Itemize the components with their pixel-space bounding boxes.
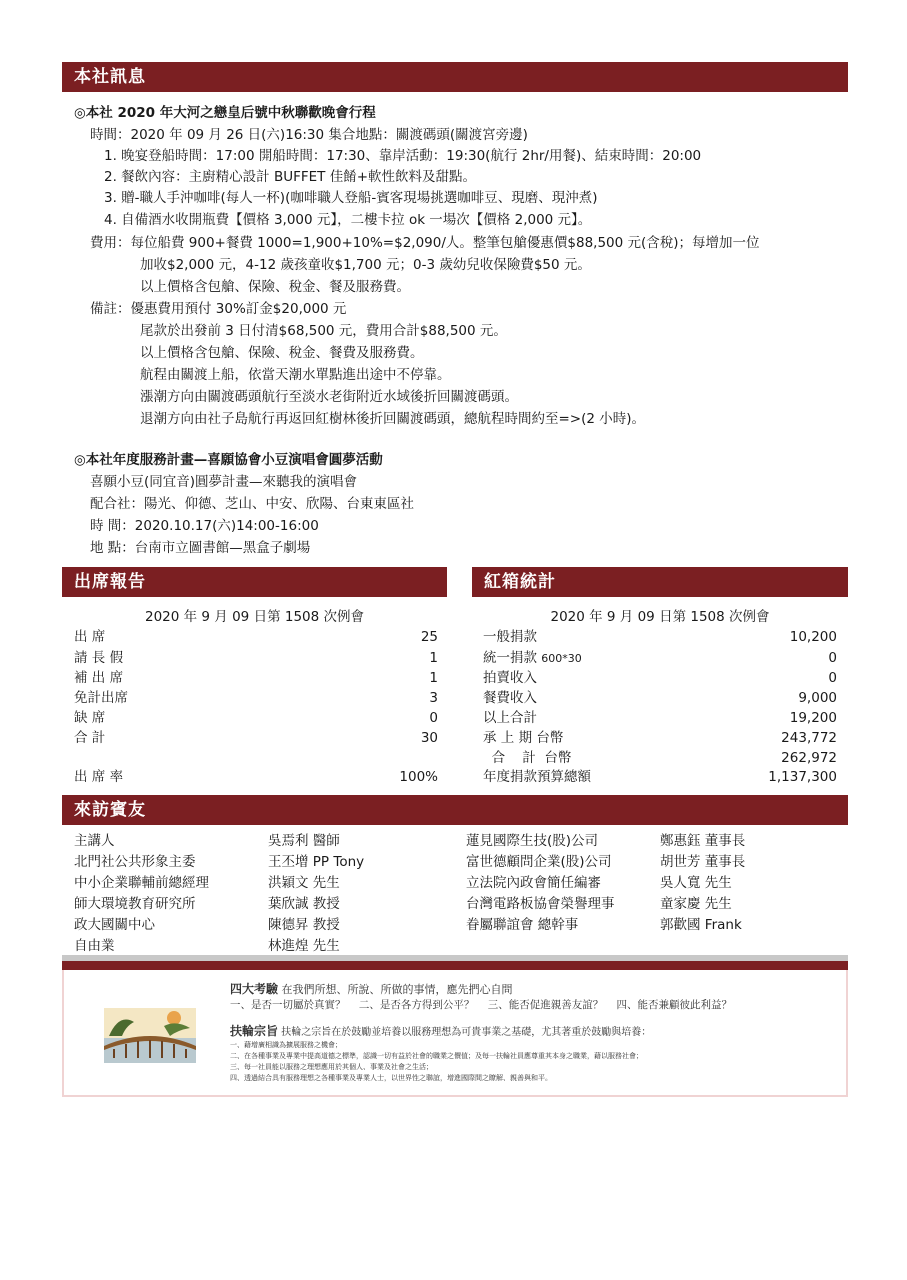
attendance-label: 補 出 席	[74, 670, 124, 686]
attendance-label: 合 計	[74, 730, 106, 746]
attendance-value: 25	[420, 629, 438, 645]
event1-line: 尾款於出發前 3 日付清$68,500 元，費用合計$88,500 元。	[140, 323, 507, 339]
attendance-rate-row	[74, 767, 438, 787]
attendance-value: 30	[420, 730, 438, 746]
event1-line: 費用：每位船費 900+餐費 1000=1,900+10%=$2,090/人。整筆包艙優惠價$88,500 元(含稅)；每增加一位	[90, 235, 760, 251]
donation-value: 10,200	[789, 629, 837, 645]
visitor-org: 自由業	[74, 938, 115, 954]
visitor-name: 鄭惠鈺 董事長	[660, 833, 746, 849]
event1-line: 航程由關渡上船，依當天潮水單點進出途中不停靠。	[140, 367, 451, 383]
rotary-object-title: 扶輪宗旨	[230, 1024, 279, 1038]
attendance-row	[74, 627, 438, 647]
attendance-row	[74, 668, 438, 688]
visitor-name: 王丕增 PP Tony	[268, 854, 365, 870]
donation-row	[483, 728, 837, 748]
attendance-label: 請 長 假	[74, 650, 124, 666]
attendance-label: 缺 席	[74, 710, 106, 726]
event2-title: ◎本社年度服務計畫—喜願協會小豆演唱會圓夢活動	[74, 452, 383, 468]
visitor-name: 洪穎文 先生	[268, 875, 340, 891]
donation-value: 243,772	[781, 730, 837, 746]
visitor-org: 政大國關中心	[74, 917, 155, 933]
rotary-object-intro: 扶輪之宗旨在於鼓勵並培養以服務理想為可貴事業之基礎，尤其著重於鼓勵與培養：	[281, 1027, 652, 1038]
event1-line: 1. 晚宴登船時間：17:00 開船時間：17:30、靠岸活動：19:30(航行 2hr/用餐)、結束時間：20:00	[104, 148, 702, 164]
attendance-subtitle: 2020 年 9 月 09 日第 1508 次例會	[144, 609, 365, 625]
event2-line: 時 間：2020.10.17(六)14:00-16:00	[90, 518, 319, 534]
donation-row	[483, 668, 837, 688]
visitor-name: 童家慶 先生	[660, 896, 732, 912]
event1-line: 備註：優惠費用預付 30%訂金$20,000 元	[90, 301, 347, 317]
donation-row	[483, 748, 837, 768]
rotary-object	[230, 1022, 651, 1039]
visitor-name: 吳焉利 醫師	[268, 833, 340, 849]
event1-line: 3. 贈-職人手沖咖啡(每人一杯)(咖啡職人登船-賓客現場挑選咖啡豆、現磨、現沖煮)	[104, 190, 598, 206]
donation-row	[483, 688, 837, 708]
donation-label: 以上合計	[483, 710, 537, 726]
visitor-org: 北門社公共形象主委	[74, 854, 196, 870]
attendance-section-title: 出席報告	[74, 572, 146, 592]
donations-section-title: 紅箱統計	[484, 572, 556, 592]
attendance-rate-value: 100%	[399, 769, 438, 785]
donation-value: 262,972	[781, 750, 837, 766]
donation-value: 0	[828, 650, 837, 666]
donation-label: 年度捐款預算總額	[483, 769, 591, 785]
attendance-rate-label: 出 席 率	[74, 769, 124, 785]
news-section-title: 本社訊息	[74, 67, 146, 87]
attendance-row	[74, 708, 438, 728]
donation-label: 一般捐款	[483, 629, 537, 645]
attendance-value: 3	[429, 690, 438, 706]
event1-line: 4. 自備酒水收開瓶費【價格 3,000 元】，二樓卡拉 ok 一場次【價格 2,000 元】。	[104, 212, 592, 228]
visitors-section-title: 來訪賓友	[74, 800, 146, 820]
attendance-label: 出 席	[74, 629, 106, 645]
four-way-test-intro: 在我們所想、所說、所做的事情，應先捫心自問	[281, 983, 513, 996]
attendance-value: 0	[429, 710, 438, 726]
event1-line: 以上價格含包艙、保險、稅金、餐費及服務費。	[140, 345, 424, 361]
visitor-org: 台灣電路板協會榮譽理事	[466, 896, 615, 912]
attendance-row	[74, 688, 438, 708]
rotary-object-item: 三、每一社員能以服務之理想應用於其個人、事業及社會之生活；	[230, 1063, 433, 1071]
rotary-object-item: 一、藉增廣相識為擴展服務之機會；	[230, 1041, 342, 1049]
event1-line: 時間：2020 年 09 月 26 日(六)16:30 集合地點：關渡碼頭(關渡宮旁邊)	[90, 127, 528, 143]
event1-line: 加收$2,000 元，4-12 歲孩童收$1,700 元；0-3 歲幼兒收保險費$50 元。	[140, 257, 591, 273]
visitor-org: 中小企業聯輔前總經理	[74, 875, 209, 891]
event1-line: 2. 餐飲內容：主廚精心設計 BUFFET 佳餚+軟性飲料及甜點。	[104, 169, 477, 185]
visitors-section-header	[62, 795, 848, 825]
donation-label: 餐費收入	[483, 690, 537, 706]
donations-section-header	[472, 567, 848, 597]
donations-subtitle: 2020 年 9 月 09 日第 1508 次例會	[550, 609, 770, 625]
event1-line: 以上價格含包艙、保險、稅金、餐及服務費。	[140, 279, 410, 295]
attendance-row	[74, 728, 438, 748]
visitor-name: 胡世芳 董事長	[660, 854, 746, 870]
visitor-org: 立法院內政會簡任編審	[466, 875, 601, 891]
donation-label: 拍賣收入	[483, 670, 537, 686]
rotary-object-item: 二、在各種事業及專業中提高道德之標準，認識一切有益於社會的職業之價值；及每一扶輪社員應尊重其本身之職業，藉以服務社會；	[230, 1052, 643, 1060]
donation-value: 9,000	[798, 690, 837, 706]
visitor-org: 富世德顧問企業(股)公司	[466, 854, 612, 870]
visitor-org: 主講人	[74, 833, 115, 849]
event2-line: 配合社：陽光、仰德、芝山、中安、欣陽、台東東區社	[90, 496, 414, 512]
attendance-label: 免計出席	[74, 690, 128, 706]
event2-line: 喜願小豆(同宜音)圓夢計畫—來聽我的演唱會	[90, 474, 358, 490]
visitor-name: 吳人寬 先生	[660, 875, 732, 891]
rotary-illustration-icon	[104, 1008, 196, 1063]
donation-row	[483, 767, 837, 787]
attendance-value: 1	[429, 650, 438, 666]
donation-value: 1,137,300	[768, 769, 837, 785]
donation-row	[483, 648, 837, 668]
visitor-name: 葉欣誠 教授	[268, 896, 340, 912]
donation-note: 600*30	[541, 652, 582, 665]
donation-value: 19,200	[789, 710, 837, 726]
news-section-header	[62, 62, 848, 92]
attendance-section-header	[62, 567, 447, 597]
four-way-test-items: 一、是否一切屬於真實？ 二、是否各方得到公平？ 三、能否促進親善友誼？ 四、能否兼顧彼此利益？	[230, 999, 733, 1011]
donation-value: 0	[828, 670, 837, 686]
donation-row	[483, 627, 837, 647]
donation-label: 合 計 台幣	[483, 750, 572, 766]
donation-row	[483, 708, 837, 728]
visitor-org: 師大環境教育研究所	[74, 896, 196, 912]
visitor-name: 林進煌 先生	[268, 938, 340, 954]
attendance-row	[74, 648, 438, 668]
footer-divider-accent	[62, 961, 848, 970]
event2-line: 地 點：台南市立圖書館—黑盒子劇場	[90, 540, 311, 556]
rotary-object-item: 四、透過結合具有服務理想之各種事業及專業人士，以世界性之聯誼，增進國際間之瞭解、親善與和平。	[230, 1074, 552, 1082]
visitor-org: 眷屬聯誼會 總幹事	[466, 917, 579, 933]
donation-label	[483, 648, 582, 669]
donation-label: 承 上 期 台幣	[483, 730, 564, 746]
event1-title: ◎本社 2020 年大河之戀皇后號中秋聯歡晚會行程	[74, 105, 376, 121]
event1-line: 退潮方向由社子島航行再返回紅樹林後折回關渡碼頭，總航程時間約至=>(2 小時)。	[140, 411, 646, 427]
visitor-name: 郭歡國 Frank	[660, 917, 742, 933]
four-way-test	[230, 980, 513, 997]
footer-panel	[62, 970, 848, 1097]
four-way-test-title: 四大考驗	[230, 982, 279, 996]
attendance-value: 1	[429, 670, 438, 686]
visitor-org: 蓮見國際生技(股)公司	[466, 833, 599, 849]
event1-line: 漲潮方向由關渡碼頭航行至淡水老街附近水域後折回關渡碼頭。	[140, 389, 518, 405]
donation-label-text: 統一捐款	[483, 650, 537, 666]
visitor-name: 陳德昇 教授	[268, 917, 340, 933]
